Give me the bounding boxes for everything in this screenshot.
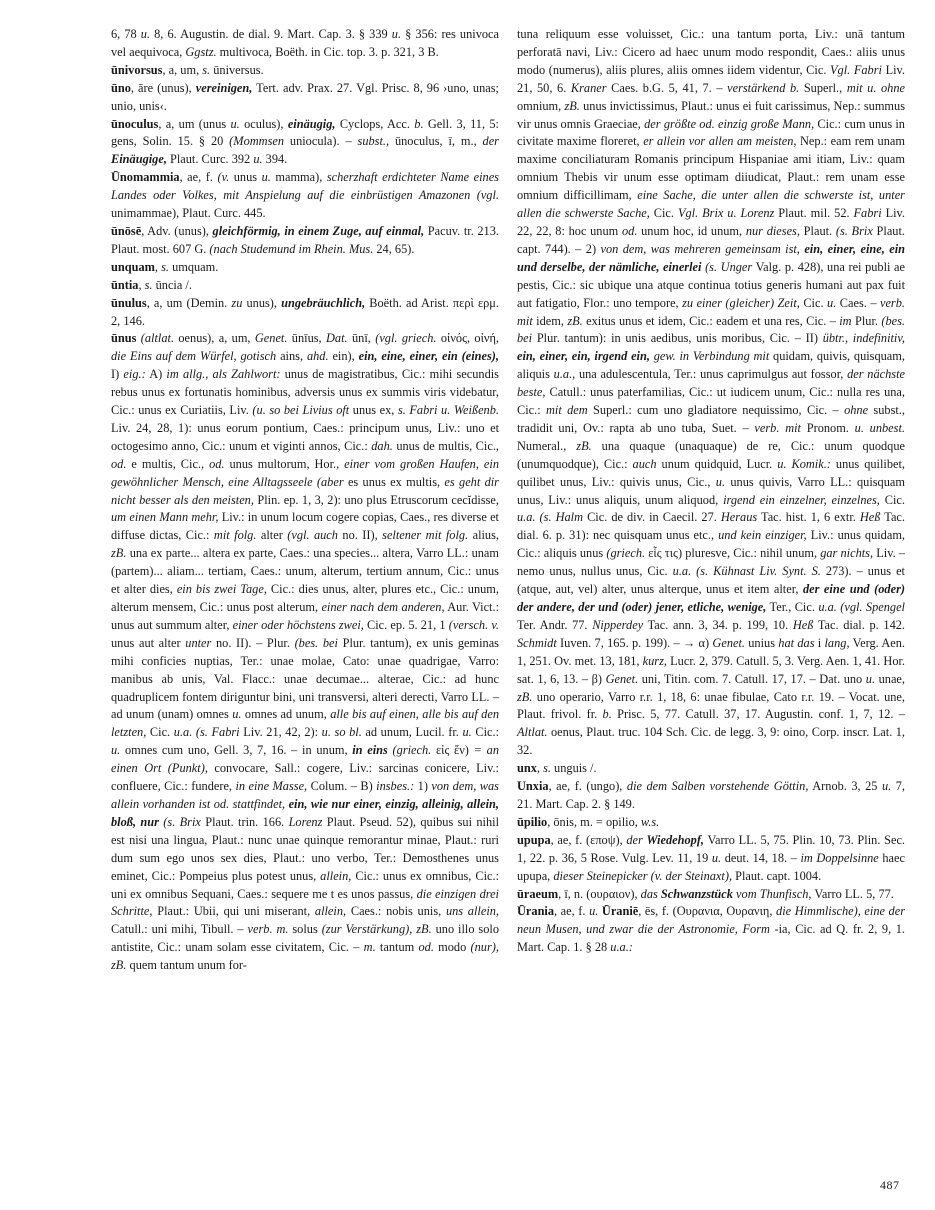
entry-paragraph: unquam, s. umquam. — [111, 259, 219, 274]
entry-paragraph: unx, s. unguis /. — [517, 761, 597, 776]
entry-paragraph: ūnivorsus, a, um, s. ūniversus. — [111, 62, 264, 77]
entry-paragraph: Ūrania, ae, f. u. Ūraniē, ēs, f. (Ουρανια, Ουρανιη, die Himmlische), eine der neun Musen, und zwar die der Astronomie, Form -ia, Cic. ad Q. fr. 2, 9, 1. Mart. Cap. 1. § 28 u.a.: — [517, 904, 905, 955]
entry-paragraph: tuna reliquum esse voluisset, Cic.: una tantum porta, Liv.: unā tantum perforatā navi, Liv.: Cicero ad haec unum modo respondit, Caes.: aliis unus modo (numerus), aliis plures, aliis omnes iidem videntur, Cic. Vgl. Fabri Liv. 21, 50, 6. Kraner Caes. b.G. 5, 41, 7. – verstärkend b. Superl., mit u. ohne omnium, zB. unus invictissimus, Plaut.: unus ei fuit carissimus, Nep.: summus vir unus omnis Graeciae, der größte od. einzig große Mann, Cic.: cum unus in civitate maxime floreret, er allein vor allen am meisten, Nep.: eam rem unam maxime conciliaturam Romanis principum Hispaniae ami itiam, Liv.: quam omnium Thebis vir unum esse optimam diiudicat, Plaut.: rem unam esse omnium difficillimam, eine Sache, die unter allen die schwerste ist, unter allen die schwerste Sache, Cic. Vgl. Brix u. Lorenz Plaut. mil. 52. Fabri Liv. 22, 22, 8: hoc unum od. unum hoc, id unum, nur dieses, Plaut. (s. Brix Plaut. capt. 744). – 2) von dem, was mehreren gemeinsam ist, ein, einer, eine, ein und derselbe, der nämliche, einerlei (s. Unger Valg. p. 428), una rei publi ae pestis, Cic.: sic ubique una atque continua totius generis humani aut pax fuit aut fatigatio, Flor.: uno tempore, zu einer (gleicher) Zeit, Cic. u. Caes. – verb. mit idem, zB. exitus unus et idem, Cic.: eadem et una res, Cic. – im Plur. (bes. bei Plur. tantum): in unis aedibus, unis moribus, Cic. – II) übtr., indefinitiv, ein, einer, ein, irgend ein, gew. in Verbindung mit quidam, quivis, quisquam, aliquis u.a., una adulescentula, Ter.: unus caprimulgus aut fossor, der nächste beste, Catull.: unus paterfamilias, Cic.: ut iudicem unum, Cic.: nulla res una, Cic.: mit dem Superl.: cum uno gladiatore nequissimo, Cic. – ohne subst., tradidit uni, Ov.: rapta ab uno tuba, Suet. – verb. mit Pronom. u. unbest. Numeral., zB. una quaque (unaquaque) de re, Cic.: unum quodque (unumquodque), Cic.: auch unum quidquid, Lucr. u. Komik.: unus quilibet, quilibet unus, Liv.: quivis unus, Cic., u. unus quivis, Varro LL.: quisquam unus, Liv.: unus aliquis, unum aliquod, irgend ein einzelner, einzelnes, Cic. u.a. (s. Halm Cic. de div. in Caecil. 27. Heraus Tac. hist. 1, 6 extr. Heß Tac. dial. 6. p. 31): nec quisquam unus etc., und kein einziger, Liv.: unus quidam, Cic.: aliquis unus (griech. εἷς τις) pluresve, Cic.: nihil unum, gar nichts, Liv. – nemo unus, nullus unus, Cic. u.a. (s. Kühnast Liv. Synt. S. 273). – unus et (atque, aut, vel) alter, unus alterque, unus et item alter, der eine und (oder) der andere, der und (oder) jener, etliche, wenige, Ter., Cic. u.a. (vgl. Spengel Ter. Andr. 77. Nipperdey Tac. ann. 3, 34. p. 199, 10. Heß Tac. dial. p. 142. Schmidt Iuven. 7, 165. p. 199). – → α) Genet. unius hat das i lang, Verg. Aen. 1, 251. Ov. met. 13, 181, kurz, Lucr. 2, 379. Catull. 5, 3. Verg. Aen. 1, 41. Hor. sat. 1, 6, 13. – β) Genet. uni, Titin. com. 7. Catull. 17, 17. – Dat. uno u. unae, zB. uno operario, Varro r.r. 1, 18, 6: unae fibulae, Cato r.r. 19. – Vocat. une, Plaut. frivol. fr. b. Prisc. 5, 77. Catull. 37, 17. Augustin. conf. 1, 7, 12. – Altlat. oenus, Plaut. truc. 104 Sch. Cic. de legg. 3, 9: oino, Corp. inscr. Lat. 1, 32. — [517, 27, 906, 758]
entry-paragraph: Unxia, ae, f. (ungo), die dem Salben vorstehende Göttin, Arnob. 3, 25 u. 7, 21. Mart. Cap. 2. § 149. — [517, 779, 906, 811]
entry-paragraph: ūnus (altlat. oenus), a, um, Genet. ūnīus, Dat. ūnī, (vgl. griech. οἰνός, οἰνή, die Eins auf dem Würfel, gotisch ains, ahd. ein), ein, eine, einer, ein (eines), I) eig.: A) im allg., als Zahlwort: unus de magistratibus, Cic.: mihi secundis rebus unus ex fortunatis hominibus, adversis unus ex summis viris videbatur, Cic.: unus ex Curiatiis, Liv. (u. so bei Livius oft unus ex, s. Fabri u. Weißenb. Liv. 24, 28, 1): unus eorum pontium, Caes.: principum unus, Liv.: uno et octogesimo anno, Cic.: unum et viginti annos, Cic.: dah. unus de multis, Cic., od. e multis, Cic., od. unus multorum, Hor., einer vom großen Haufen, ein gewöhnlicher Mensch, eine Alltagsseele (aber es unus ex multis, es geht dir nicht besser als den meisten, Plin. ep. 1, 3, 2): uno plus Etruscorum cecĭdisse, um einen Mann mehr, Liv.: in unum locum cogere copias, Caes., res diverse et diffuse dictas, Cic.: mit folg. alter (vgl. auch no. II), seltener mit folg. alius, zB. una ex parte... altera ex parte, Caes.: una species... altera, Varro LL.: unam (partem)... aliam... tertiam, Caes.: unum, alterum, tertium annum, Cic.: unus et alter dies, ein bis zwei Tage, Cic.: dies unus, alter, plures etc., Cic.: unum, alterum mensem, Cic.: unus post alterum, einer nach dem anderen, Aur. Vict.: unus aut summum alter, einer oder höchstens zwei, Cic. ep. 5. 21, 1 (versch. v. unus aut alter unter no. II). – Plur. (bes. bei Plur. tantum), ex unis geminas mihi conficies nuptias, Ter.: unae molae, Cato: unae quadrigae, Varro: manibus ab unis, Val. Flacc.: unae decumae... alterae, Cic.: ad hunc quadruplicem fontem diriguntur bini, uni transversi, alteri derecti, Varro LL. – ad unum (unam) omnes u. omnes ad unum, alle bis auf einen, alle bis auf den letzten, Cic. u.a. (s. Fabri Liv. 21, 42, 2): u. so bl. ad unum, Lucil. fr. u. Cic.: u. omnes cum uno, Gell. 3, 7, 16. – in unum, in eins (griech. εἰς ἕν) = an einen Ort (Punkt), convocare, Sall.: cogere, Liv.: sarcinas conicere, Liv.: confluere, Cic.: fundere, in eine Masse, Colum. – B) insbes.: 1) von dem, was allein vorhanden ist od. stattfindet, ein, wie nur einer, einzig, alleinig, allein, bloß, nur (s. Brix Plaut. trin. 166. Lorenz Plaut. Pseud. 52), quibus sui nihil est nisi una lingua, Plaut.: nunc unae quinque remorantur minae, Plaut.: ruri dum sum ego unos sex dies, Plaut.: uno verbo, Ter.: Demosthenes unus eminet, Cic.: Pompeius plus potest unus, allein, Cic.: unus ex omnibus, Cic.: uni ex omnibus Sequani, Caes.: sequere me t es unos passus, die einzigen drei Schritte, Plaut.: Ubii, qui uni miserant, allein, Caes.: nobis unis, uns allein, Catull.: uni mihi, Tibull. – verb. m. solus (zur Verstärkung), zB. uno illo solo antistite, Cic.: unam solam esse civitatem, Cic. – m. tantum od. modo (nur), zB. quem tantum unum for- — [111, 331, 500, 973]
entry-paragraph: ūpilio, ōnis, m. = opilio, w.s. — [517, 814, 660, 829]
page-number: 487 — [880, 1178, 900, 1192]
left-column — [111, 26, 499, 975]
entry-paragraph: ūnulus, a, um (Demin. zu unus), ungebräuchlich, Boëth. ad Arist. περὶ ερμ. 2, 146. — [111, 295, 499, 328]
entry-paragraph: upupa, ae, f. (εποψ), der Wiedehopf, Varro LL. 5, 75. Plin. 10, 73. Plin. Sec. 1, 22. p. 36, 5 Rose. Vulg. Lev. 11, 19 u. deut. 14, 18. – im Doppelsinne haec upupa, dieser Steinepicker (v. der Steinaxt), Plaut. capt. 1004. — [517, 832, 906, 883]
entry-paragraph: ūno, āre (unus), vereinigen, Tert. adv. Prax. 27. Vgl. Prisc. 8, 96 ›uno, unas; unio, unis‹. — [111, 80, 499, 113]
entry-paragraph: ūntia, s. ūncia /. — [111, 277, 192, 292]
entry-paragraph: Ūnomammia, ae, f. (v. unus u. mamma), scherzhaft erdichteter Name eines Landes oder Volkes, mit Anspielung auf die einbrüstigen Amazonen (vgl. unimammae), Plaut. Curc. 445. — [111, 170, 499, 221]
entry-paragraph: 6, 78 u. 8, 6. Augustin. de dial. 9. Mart. Cap. 3. § 339 u. § 356: res univoca vel aequivoca, Ggstz. multivoca, Boëth. in Cic. top. 3. p. 321, 3 B. — [111, 27, 499, 59]
entry-paragraph: ūraeum, ī, n. (ουραιον), das Schwanzstück vom Thunfisch, Varro LL. 5, 77. — [517, 886, 894, 901]
entry-paragraph: ūnōsē, Adv. (unus), gleichförmig, in einem Zuge, auf einmal, Pacuv. tr. 213. Plaut. most. 607 G. (nach Studemund im Rhein. Mus. 24, 65). — [111, 223, 499, 256]
entry-paragraph: ūnoculus, a, um (unus u. oculus), einäugig, Cyclops, Acc. b. Gell. 3, 11, 5: gens, Solin. 15. § 20 (Mommsen uniocula). – subst., ūnoculus, ī, m., der Einäugige, Plaut. Curc. 392 u. 394. — [111, 116, 499, 167]
right-column — [517, 26, 905, 957]
